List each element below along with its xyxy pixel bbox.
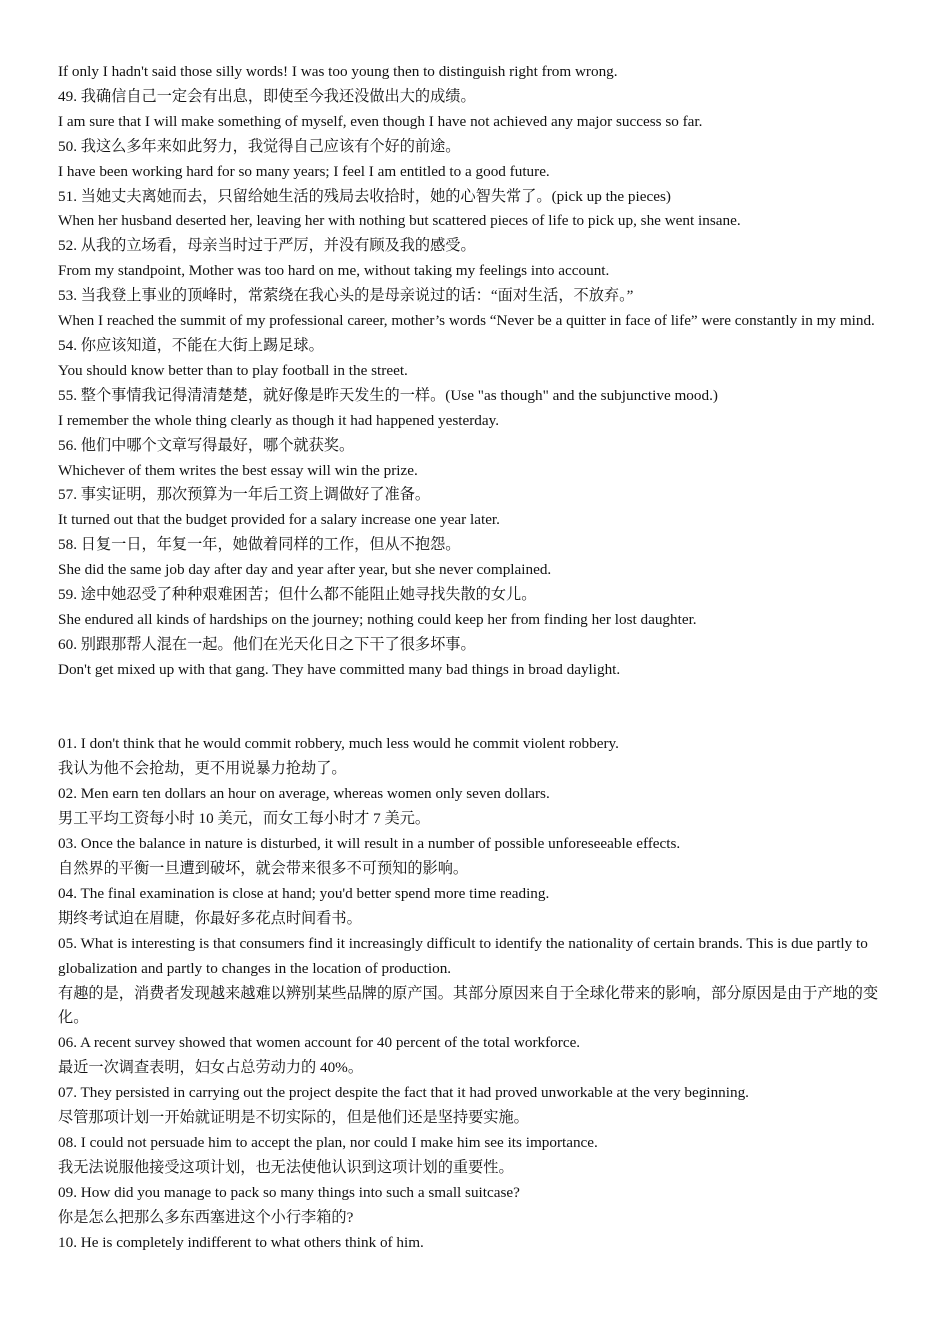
- text-line: When I reached the summit of my professional career, mother’s words “Never be a quitter in face of life” were constantly in my mind.: [58, 312, 875, 330]
- text-line: It turned out that the budget provided for a salary increase one year later.: [58, 511, 500, 529]
- text-line: 07. They persisted in carrying out the project despite the fact that it had proved unworkable at the very beginning.: [58, 1084, 749, 1102]
- section-spacer: [58, 683, 898, 733]
- text-line: She endured all kinds of hardships on the journey; nothing could keep her from finding her lost daughter.: [58, 610, 697, 628]
- translation-section-2: [58, 732, 898, 1255]
- text-line: 54. 你应该知道，不能在大街上踢足球。: [58, 336, 324, 354]
- text-line: 06. A recent survey showed that women account for 40 percent of the total workforce.: [58, 1034, 581, 1052]
- text-line: 期终考试迫在眉睫，你最好多花点时间看书。: [58, 909, 362, 927]
- text-line: 自然界的平衡一旦遭到破坏，就会带来很多不可预知的影响。: [58, 859, 469, 877]
- text-line: 52. 从我的立场看，母亲当时过于严厉，并没有顾及我的感受。: [58, 237, 476, 255]
- text-line: 03. Once the balance in nature is disturbed, it will result in a number of possible unforeseeable effects.: [58, 835, 681, 853]
- text-line: 01. I don't think that he would commit robbery, much less would he commit violent robbery.: [58, 735, 619, 753]
- text-line: 最近一次调查表明，妇女占总劳动力的 40%。: [58, 1059, 364, 1077]
- text-line: Don't get mixed up with that gang. They have committed many bad things in broad daylight.: [58, 660, 621, 678]
- document-page: [58, 60, 898, 1255]
- text-line: 04. The final examination is close at hand; you'd better spend more time reading.: [58, 884, 550, 902]
- text-line: You should know better than to play football in the street.: [58, 361, 408, 379]
- text-line: I remember the whole thing clearly as though it had happened yesterday.: [58, 411, 499, 429]
- text-line: 57. 事实证明，那次预算为一年后工资上调做好了准备。: [58, 486, 431, 504]
- text-line: 51. 当她丈夫离她而去，只留给她生活的残局去收拾时，她的心智失常了。(pick up the pieces): [58, 187, 671, 205]
- text-line: 05. What is interesting is that consumers find it increasingly difficult to identify the nationality of certain brands. This is due partly to globalization and partly to changes in the location of production.: [58, 934, 868, 977]
- text-line: 49. 我确信自己一定会有出息，即使至今我还没做出大的成绩。: [58, 87, 476, 105]
- text-line: 02. Men earn ten dollars an hour on average, whereas women only seven dollars.: [58, 785, 550, 803]
- text-line: 50. 我这么多年来如此努力，我觉得自己应该有个好的前途。: [58, 137, 461, 155]
- text-line: 53. 当我登上事业的顶峰时，常萦绕在我心头的是母亲说过的话：“面对生活，不放弃。”: [58, 287, 634, 305]
- text-line: 09. How did you manage to pack so many things into such a small suitcase?: [58, 1183, 520, 1201]
- text-line: From my standpoint, Mother was too hard on me, without taking my feelings into account.: [58, 262, 610, 280]
- text-line: 我无法说服他接受这项计划，也无法使他认识到这项计划的重要性。: [58, 1158, 514, 1176]
- text-line: Whichever of them writes the best essay will win the prize.: [58, 461, 418, 479]
- text-line: 58. 日复一日，年复一年，她做着同样的工作，但从不抱怨。: [58, 536, 461, 554]
- translation-section-1: [58, 60, 898, 683]
- text-line: 我认为他不会抢劫，更不用说暴力抢劫了。: [58, 760, 347, 778]
- text-line: 你是怎么把那么多东西塞进这个小行李箱的?: [58, 1208, 354, 1226]
- text-line: 59. 途中她忍受了种种艰难困苦；但什么都不能阻止她寻找失散的女儿。: [58, 586, 537, 604]
- text-line: 尽管那项计划一开始就证明是不切实际的，但是他们还是坚持要实施。: [58, 1109, 529, 1127]
- text-line: I have been working hard for so many years; I feel I am entitled to a good future.: [58, 162, 550, 180]
- text-line: 60. 别跟那帮人混在一起。他们在光天化日之下干了很多坏事。: [58, 635, 476, 653]
- text-line: If only I hadn't said those silly words! I was too young then to distinguish right from wrong.: [58, 63, 618, 80]
- text-line: 55. 整个事情我记得清清楚楚，就好像是昨天发生的一样。(Use "as though" and the subjunctive mood.): [58, 386, 718, 404]
- text-line: 有趣的是，消费者发现越来越难以辨别某些品牌的原产国。其部分原因来自于全球化带来的影响，部分原因是由于产地的变化。: [58, 984, 879, 1027]
- text-line: 08. I could not persuade him to accept the plan, nor could I make him see its importance.: [58, 1133, 598, 1151]
- text-line: I am sure that I will make something of myself, even though I have not achieved any major success so far.: [58, 112, 703, 130]
- text-line: When her husband deserted her, leaving her with nothing but scattered pieces of life to pick up, she went insane.: [58, 212, 741, 230]
- text-line: She did the same job day after day and year after year, but she never complained.: [58, 561, 552, 579]
- text-line: 56. 他们中哪个文章写得最好，哪个就获奖。: [58, 436, 355, 454]
- text-line: 男工平均工资每小时 10 美元，而女工每小时才 7 美元。: [58, 810, 431, 828]
- text-line: 10. He is completely indifferent to what others think of him.: [58, 1233, 424, 1251]
